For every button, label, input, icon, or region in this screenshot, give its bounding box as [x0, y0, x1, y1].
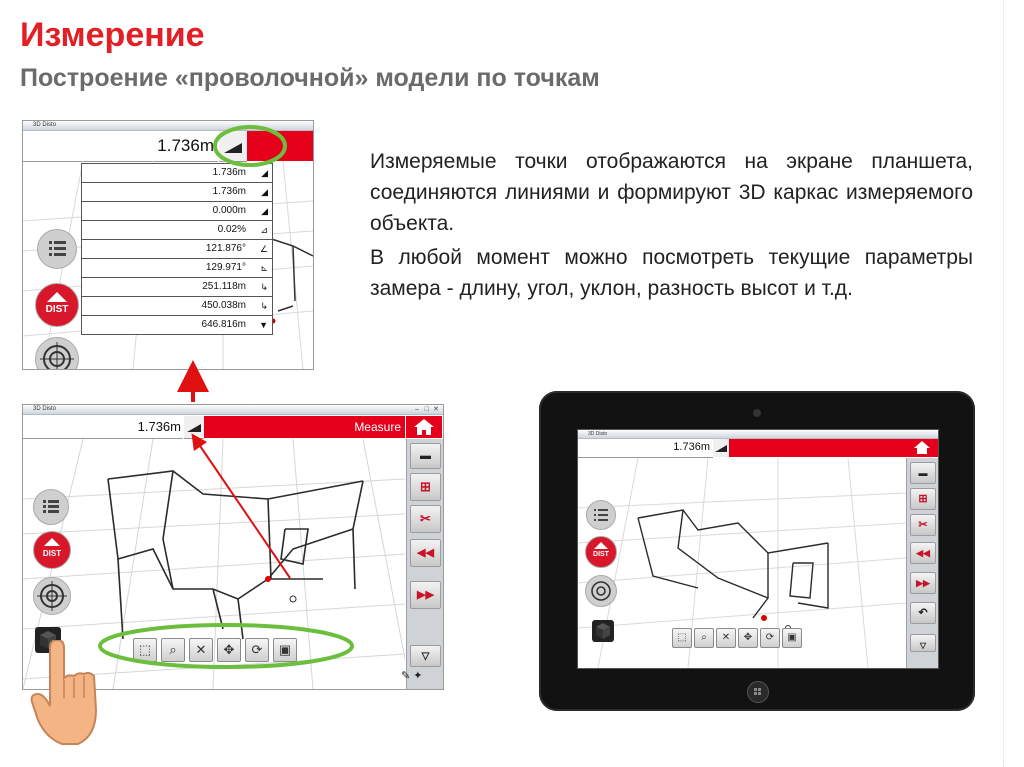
- tablet-screen: [577, 429, 939, 669]
- zoom-extents-icon: ✕: [721, 632, 731, 643]
- tablet-zoom-extents-button[interactable]: [716, 628, 736, 648]
- zoom-list-button[interactable]: [37, 229, 77, 269]
- inclination-icon: ⊿: [260, 225, 268, 235]
- description-paragraph-2: В любой момент можно посмотреть текущие параметры замера - длину, угол, уклон, разность высот и т.д.: [370, 246, 973, 300]
- slide-border: [1003, 0, 1024, 767]
- measure-value: 450.038m: [201, 300, 246, 311]
- zoom-distance-bar: [23, 131, 218, 162]
- main-panel-button[interactable]: [410, 505, 441, 533]
- collapse-icon: ▬: [420, 450, 431, 462]
- zoom-dist-button[interactable]: [35, 283, 79, 327]
- measure-value: 646.816m: [201, 319, 246, 330]
- main-panel-button[interactable]: [410, 645, 441, 667]
- tablet-panel-button[interactable]: [910, 602, 936, 624]
- tablet-distance-bar: [578, 439, 713, 458]
- main-red-bar: [204, 416, 405, 438]
- tray-icons: ✎ ✦: [401, 670, 423, 682]
- tablet-home-button[interactable]: [907, 439, 938, 457]
- home-icon: [406, 416, 442, 438]
- target-icon: [34, 578, 70, 614]
- main-panel-button[interactable]: [410, 581, 441, 609]
- main-distance: 1.736m: [137, 419, 181, 434]
- highlight-ring-level: [210, 120, 290, 170]
- height-difference-icon: ◢: [261, 206, 268, 216]
- main-panel-button[interactable]: [410, 473, 441, 501]
- main-panel-button[interactable]: [410, 443, 441, 469]
- view-cube-icon: [592, 620, 614, 642]
- tablet-panel-button[interactable]: [910, 542, 936, 564]
- measure-row: [81, 277, 273, 297]
- tablet-device: [539, 391, 975, 711]
- windows-icon: [748, 682, 768, 702]
- coordinate-y-icon: ↳: [260, 301, 268, 311]
- main-window-title: 3D Disto: [33, 406, 57, 412]
- main-window-titlebar: [23, 405, 443, 415]
- tablet-dist-label: DIST: [593, 551, 609, 558]
- pan-icon: ✥: [223, 642, 235, 657]
- list-icon: [38, 230, 76, 268]
- zoom-dist-label: DIST: [45, 304, 69, 315]
- tablet-target-button[interactable]: [585, 575, 617, 607]
- main-level-button[interactable]: [184, 416, 204, 439]
- highlight-ring-toolbar: [95, 620, 357, 672]
- undo-icon: ↶: [918, 607, 928, 619]
- rewind-icon: ◀◀: [417, 547, 434, 559]
- measure-row: [81, 182, 273, 202]
- measure-row: [81, 296, 273, 316]
- rewind-icon: ◀◀: [916, 548, 930, 558]
- tools-icon: ✂: [420, 511, 431, 526]
- tablet-view-cube[interactable]: [592, 620, 614, 642]
- level-icon: [713, 439, 729, 457]
- close-icon[interactable]: ✕: [433, 406, 439, 413]
- description-paragraph-1: Измеряемые точки отображаются на экране планшета, соединяются линиями и формируют 3D каркас измеряемого объекта.: [370, 150, 973, 235]
- main-right-panel: [406, 439, 444, 689]
- zoom-target-button[interactable]: [35, 337, 79, 370]
- zoom-icon: ⌕: [701, 632, 707, 643]
- target-icon: [586, 576, 616, 606]
- rotate-icon: ⟳: [765, 632, 775, 643]
- hand-pointer-icon: [28, 640, 104, 750]
- coordinate-z-icon: ▼: [259, 320, 268, 330]
- tablet-zoom-button[interactable]: [694, 628, 714, 648]
- main-dist-button[interactable]: [33, 531, 71, 569]
- zoom-window-icon: ⬚: [677, 632, 687, 643]
- measure-value: 0.02%: [217, 224, 246, 235]
- tablet-panel-button[interactable]: [910, 462, 936, 484]
- tablet-view-button[interactable]: [782, 628, 802, 648]
- measure-value: 121.876°: [205, 243, 246, 254]
- measure-value: 1.736m: [212, 167, 246, 178]
- vertical-angle-icon: ⊾: [260, 263, 268, 273]
- measure-row: [81, 239, 273, 259]
- chevron-down-icon: ▽: [919, 641, 927, 650]
- mode-label: Measure: [354, 420, 401, 434]
- chevron-down-icon: ▽: [421, 651, 430, 662]
- tablet-zoom-window-button[interactable]: [672, 628, 692, 648]
- zoom-icon: ⌕: [169, 642, 177, 657]
- main-dist-label: DIST: [42, 549, 62, 558]
- main-distance-bar: [23, 416, 183, 439]
- measure-value: 0.000m: [212, 205, 246, 216]
- main-target-button[interactable]: [33, 577, 71, 615]
- tablet-panel-button[interactable]: [910, 572, 936, 594]
- home-button[interactable]: [406, 416, 442, 438]
- list-icon: [587, 501, 615, 529]
- measure-row: [81, 315, 273, 335]
- minimize-icon[interactable]: –: [415, 406, 419, 413]
- measure-value: 129.971°: [205, 262, 246, 273]
- tools-icon: ✂: [918, 519, 928, 531]
- main-list-button[interactable]: [33, 489, 69, 525]
- level-icon: [184, 416, 204, 438]
- tablet-panel-button[interactable]: [910, 634, 936, 652]
- view-cube-icon: ▣: [278, 642, 292, 657]
- collapse-icon: ▬: [918, 468, 928, 478]
- slide-subtitle: Построение «проволочной» модели по точкам: [20, 64, 600, 92]
- tablet-camera: [753, 409, 761, 417]
- target-icon: [36, 338, 78, 370]
- main-panel-button[interactable]: [410, 539, 441, 567]
- horizontal-distance-icon: ◢: [261, 187, 268, 197]
- measure-row: [81, 258, 273, 278]
- measure-row: [81, 201, 273, 221]
- measure-value: 1.736m: [212, 186, 246, 197]
- zoom-extents-icon: ✕: [195, 642, 207, 657]
- pan-icon: ✥: [743, 632, 753, 643]
- measure-row: [81, 220, 273, 240]
- forward-icon: ▶▶: [916, 578, 930, 588]
- zoom-top-distance: 1.736m: [157, 136, 214, 155]
- forward-icon: ▶▶: [417, 589, 434, 601]
- view-cube-icon: ▣: [787, 632, 797, 643]
- maximize-icon[interactable]: □: [424, 406, 429, 413]
- tablet-window-title: 3D Disto: [588, 431, 608, 437]
- tablet-distance: 1.736m: [673, 441, 710, 453]
- tablet-window-titlebar: [578, 430, 938, 439]
- tablet-panel-button[interactable]: [910, 514, 936, 536]
- tablet-panel-button[interactable]: [910, 488, 936, 510]
- angle-icon: ∠: [259, 244, 268, 254]
- coordinate-x-icon: ↳: [260, 282, 268, 292]
- measure-grid-icon: ⊞: [420, 479, 431, 494]
- tablet-windows-button[interactable]: [747, 681, 769, 703]
- tablet-pan-button[interactable]: [738, 628, 758, 648]
- list-icon: [34, 490, 68, 524]
- zoom-window-icon: ⬚: [138, 642, 152, 657]
- slope-distance-icon: ◢: [261, 168, 268, 178]
- tablet-level-button[interactable]: [713, 439, 729, 457]
- tablet-red-bar: [729, 439, 907, 457]
- tablet-list-button[interactable]: [586, 500, 616, 530]
- tablet-dist-button[interactable]: [585, 536, 617, 568]
- tablet-rotate-button[interactable]: [760, 628, 780, 648]
- tablet-right-panel: [906, 458, 939, 668]
- zoom-window-title: 3D Disto: [33, 122, 57, 128]
- measure-value: 251.118m: [202, 281, 246, 292]
- rotate-icon: ⟳: [251, 642, 263, 657]
- measure-grid-icon: ⊞: [918, 493, 928, 505]
- home-icon: [907, 439, 938, 457]
- slide-title: Измерение: [20, 16, 205, 54]
